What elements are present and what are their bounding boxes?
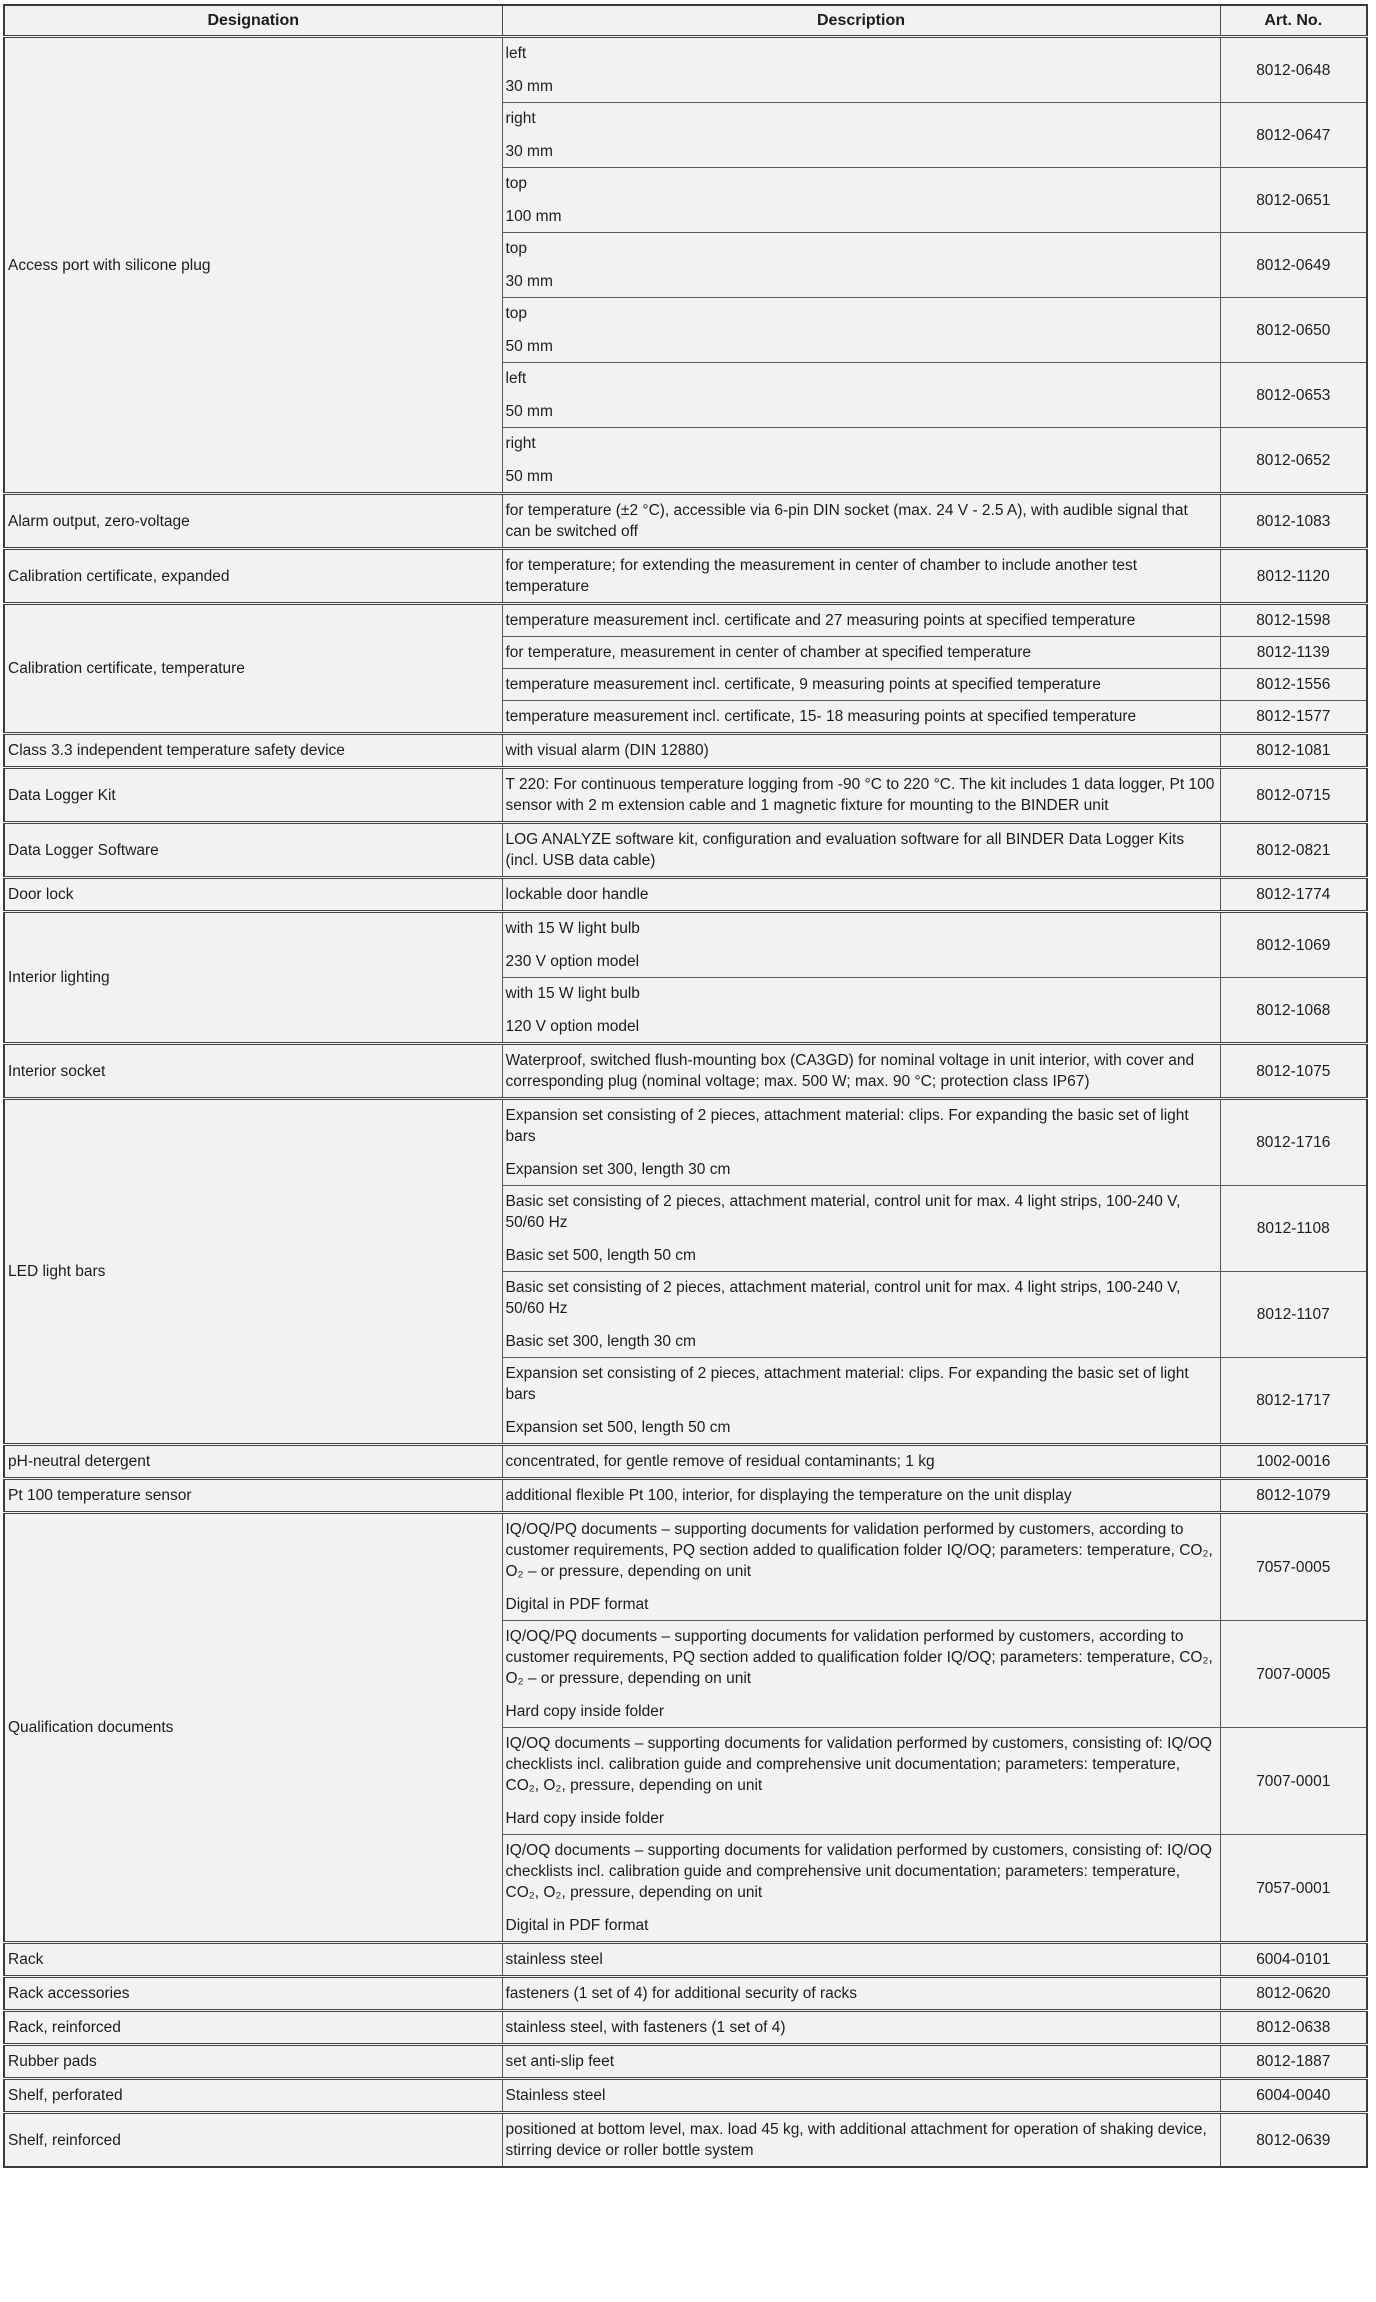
description-paragraph: for temperature, measurement in center of chamber at specified temperature xyxy=(505,644,1032,661)
art-no-cell: 8012-0620 xyxy=(1220,1977,1367,2011)
description-paragraph: top xyxy=(505,305,528,322)
description-cell xyxy=(502,1621,1220,1728)
description-paragraph: left xyxy=(505,45,527,62)
description-cell xyxy=(502,1943,1220,1977)
designation-cell: Data Logger Kit xyxy=(4,768,502,823)
description-paragraph: IQ/OQ documents – supporting documents for validation performed by customers, consisting of: IQ/OQ checklists incl. calibration guide and comprehensive unit documentation; parameters: temperature, CO₂, O₂, pressure, depending on unit xyxy=(505,1842,1212,1901)
description-cell xyxy=(502,363,1220,428)
header-designation: Designation xyxy=(4,5,502,37)
description-cell xyxy=(502,1835,1220,1943)
art-no-cell: 8012-0652 xyxy=(1220,428,1367,494)
description-cell xyxy=(502,878,1220,912)
description-cell xyxy=(502,701,1220,734)
description-paragraph: concentrated, for gentle remove of residual contaminants; 1 kg xyxy=(505,1453,935,1470)
description-paragraph: temperature measurement incl. certificate, 9 measuring points at specified temperature xyxy=(505,676,1101,693)
description-paragraph: 230 V option model xyxy=(505,953,640,970)
designation-cell: Calibration certificate, temperature xyxy=(4,604,502,734)
art-no-cell: 8012-1556 xyxy=(1220,669,1367,701)
description-paragraph: 50 mm xyxy=(505,338,553,355)
description-paragraph: right xyxy=(505,110,536,127)
description-paragraph: 50 mm xyxy=(505,468,553,485)
description-paragraph: IQ/OQ/PQ documents – supporting documents for validation performed by customers, according to customer requirements, PQ section added to qualification folder IQ/OQ; parameters: temperature, CO₂, O₂ – or pressure, depending on unit xyxy=(505,1521,1213,1580)
table-row xyxy=(4,878,1367,912)
art-no-cell: 8012-0649 xyxy=(1220,233,1367,298)
description-paragraph: set anti-slip feet xyxy=(505,2053,615,2070)
table-row xyxy=(4,1044,1367,1099)
art-no-cell: 8012-0648 xyxy=(1220,37,1367,103)
art-no-cell: 8012-1081 xyxy=(1220,734,1367,768)
description-paragraph: with 15 W light bulb xyxy=(505,985,640,1002)
art-no-cell: 8012-0715 xyxy=(1220,768,1367,823)
table-row xyxy=(4,37,1367,103)
description-paragraph: Hard copy inside folder xyxy=(505,1810,665,1827)
description-cell xyxy=(502,1099,1220,1186)
description-cell xyxy=(502,1044,1220,1099)
art-no-cell: 8012-1887 xyxy=(1220,2045,1367,2079)
table-header-row xyxy=(4,5,1367,37)
description-cell xyxy=(502,2079,1220,2113)
art-no-cell: 8012-1139 xyxy=(1220,637,1367,669)
description-paragraph: 30 mm xyxy=(505,273,553,290)
art-no-cell: 8012-0647 xyxy=(1220,103,1367,168)
description-cell xyxy=(502,1358,1220,1445)
designation-cell: Rubber pads xyxy=(4,2045,502,2079)
description-paragraph: lockable door handle xyxy=(505,886,649,903)
table-row xyxy=(4,768,1367,823)
art-no-cell: 6004-0101 xyxy=(1220,1943,1367,1977)
description-paragraph: Digital in PDF format xyxy=(505,1596,649,1613)
description-cell xyxy=(502,768,1220,823)
description-cell xyxy=(502,669,1220,701)
description-paragraph: LOG ANALYZE software kit, configuration and evaluation software for all BINDER Data Logger Kits (incl. USB data cable) xyxy=(505,831,1185,869)
description-paragraph: Expansion set consisting of 2 pieces, attachment material: clips. For expanding the basic set of light bars xyxy=(505,1107,1189,1145)
table-row xyxy=(4,494,1367,549)
designation-cell: Interior lighting xyxy=(4,912,502,1044)
description-cell xyxy=(502,1479,1220,1513)
art-no-cell: 8012-0650 xyxy=(1220,298,1367,363)
description-paragraph: 100 mm xyxy=(505,208,562,225)
art-no-cell: 8012-1083 xyxy=(1220,494,1367,549)
table-row xyxy=(4,823,1367,878)
header-art-no: Art. No. xyxy=(1220,5,1367,37)
description-cell xyxy=(502,1272,1220,1358)
designation-cell: Class 3.3 independent temperature safety device xyxy=(4,734,502,768)
art-no-cell: 7057-0005 xyxy=(1220,1513,1367,1621)
description-paragraph: temperature measurement incl. certificate and 27 measuring points at specified temperature xyxy=(505,612,1136,629)
description-paragraph: Hard copy inside folder xyxy=(505,1703,665,1720)
table-row xyxy=(4,2079,1367,2113)
art-no-cell: 8012-1079 xyxy=(1220,1479,1367,1513)
designation-cell: Access port with silicone plug xyxy=(4,37,502,494)
art-no-cell: 8012-1108 xyxy=(1220,1186,1367,1272)
art-no-cell: 7007-0001 xyxy=(1220,1728,1367,1835)
description-cell xyxy=(502,233,1220,298)
art-no-cell: 8012-1598 xyxy=(1220,604,1367,637)
designation-cell: Rack xyxy=(4,1943,502,1977)
description-paragraph: stainless steel xyxy=(505,1951,603,1968)
table-row xyxy=(4,912,1367,978)
art-no-cell: 8012-1577 xyxy=(1220,701,1367,734)
description-paragraph: IQ/OQ documents – supporting documents for validation performed by customers, consisting of: IQ/OQ checklists incl. calibration guide and comprehensive unit documentation; parameters: temperature, CO₂, O₂, pressure, depending on unit xyxy=(505,1735,1212,1794)
accessories-table xyxy=(3,4,1368,2168)
designation-cell: Alarm output, zero-voltage xyxy=(4,494,502,549)
description-cell xyxy=(502,168,1220,233)
description-cell xyxy=(502,912,1220,978)
description-cell xyxy=(502,494,1220,549)
art-no-cell: 7007-0005 xyxy=(1220,1621,1367,1728)
description-cell xyxy=(502,734,1220,768)
description-cell xyxy=(502,604,1220,637)
description-paragraph: 30 mm xyxy=(505,143,553,160)
description-paragraph: IQ/OQ/PQ documents – supporting documents for validation performed by customers, according to customer requirements, PQ section added to qualification folder IQ/OQ; parameters: temperature, CO₂, O₂ – or pressure, depending on unit xyxy=(505,1628,1213,1687)
description-paragraph: Basic set 300, length 30 cm xyxy=(505,1333,696,1350)
description-paragraph: with visual alarm (DIN 12880) xyxy=(505,742,709,759)
art-no-cell: 8012-0638 xyxy=(1220,2011,1367,2045)
table-row xyxy=(4,1099,1367,1186)
description-cell xyxy=(502,1977,1220,2011)
table-row xyxy=(4,734,1367,768)
description-paragraph: Stainless steel xyxy=(505,2087,606,2104)
table-row xyxy=(4,604,1367,637)
art-no-cell: 8012-1717 xyxy=(1220,1358,1367,1445)
table-row xyxy=(4,1479,1367,1513)
description-cell xyxy=(502,298,1220,363)
description-paragraph: Expansion set 300, length 30 cm xyxy=(505,1161,731,1178)
description-paragraph: positioned at bottom level, max. load 45 kg, with additional attachment for operation of shaking device, stirring device or roller bottle system xyxy=(505,2121,1207,2159)
description-cell xyxy=(502,103,1220,168)
designation-cell: Calibration certificate, expanded xyxy=(4,549,502,604)
art-no-cell: 8012-1716 xyxy=(1220,1099,1367,1186)
art-no-cell: 1002-0016 xyxy=(1220,1445,1367,1479)
description-cell xyxy=(502,1513,1220,1621)
description-paragraph: left xyxy=(505,370,527,387)
description-cell xyxy=(502,1186,1220,1272)
description-cell xyxy=(502,428,1220,494)
description-paragraph: additional flexible Pt 100, interior, for displaying the temperature on the unit display xyxy=(505,1487,1072,1504)
description-cell xyxy=(502,637,1220,669)
art-no-cell: 7057-0001 xyxy=(1220,1835,1367,1943)
art-no-cell: 8012-0653 xyxy=(1220,363,1367,428)
description-cell xyxy=(502,1445,1220,1479)
description-paragraph: with 15 W light bulb xyxy=(505,920,640,937)
designation-cell: Door lock xyxy=(4,878,502,912)
description-cell xyxy=(502,37,1220,103)
art-no-cell: 8012-1774 xyxy=(1220,878,1367,912)
description-paragraph: Waterproof, switched flush-mounting box (CA3GD) for nominal voltage in unit interior, with cover and corresponding plug (nominal voltage; max. 500 W; max. 90 °C; protection class IP67) xyxy=(505,1052,1195,1090)
description-paragraph: top xyxy=(505,175,528,192)
designation-cell: Shelf, perforated xyxy=(4,2079,502,2113)
table-row xyxy=(4,2113,1367,2168)
art-no-cell: 8012-0651 xyxy=(1220,168,1367,233)
description-cell xyxy=(502,823,1220,878)
designation-cell: Qualification documents xyxy=(4,1513,502,1943)
designation-cell: Data Logger Software xyxy=(4,823,502,878)
description-paragraph: temperature measurement incl. certificate, 15- 18 measuring points at specified temperature xyxy=(505,708,1137,725)
art-no-cell: 8012-1075 xyxy=(1220,1044,1367,1099)
table-row xyxy=(4,1943,1367,1977)
description-paragraph: stainless steel, with fasteners (1 set of 4) xyxy=(505,2019,786,2036)
art-no-cell: 8012-1107 xyxy=(1220,1272,1367,1358)
designation-cell: Interior socket xyxy=(4,1044,502,1099)
description-cell xyxy=(502,2045,1220,2079)
designation-cell: Pt 100 temperature sensor xyxy=(4,1479,502,1513)
description-paragraph: Basic set 500, length 50 cm xyxy=(505,1247,696,1264)
description-paragraph: Expansion set 500, length 50 cm xyxy=(505,1419,731,1436)
description-paragraph: right xyxy=(505,435,536,452)
designation-cell: Shelf, reinforced xyxy=(4,2113,502,2168)
description-paragraph: 120 V option model xyxy=(505,1018,640,1035)
art-no-cell: 8012-1069 xyxy=(1220,912,1367,978)
description-cell xyxy=(502,1728,1220,1835)
table-row xyxy=(4,2011,1367,2045)
table-row xyxy=(4,549,1367,604)
art-no-cell: 8012-1068 xyxy=(1220,978,1367,1044)
description-cell xyxy=(502,978,1220,1044)
description-paragraph: for temperature; for extending the measurement in center of chamber to include another test temperature xyxy=(505,557,1138,595)
art-no-cell: 8012-0821 xyxy=(1220,823,1367,878)
description-paragraph: for temperature (±2 °C), accessible via 6-pin DIN socket (max. 24 V - 2.5 A), with audible signal that can be switched off xyxy=(505,502,1188,540)
table-row xyxy=(4,1445,1367,1479)
description-paragraph: fasteners (1 set of 4) for additional security of racks xyxy=(505,1985,857,2002)
art-no-cell: 8012-0639 xyxy=(1220,2113,1367,2168)
description-paragraph: 30 mm xyxy=(505,78,553,95)
description-cell xyxy=(502,2113,1220,2168)
header-description: Description xyxy=(502,5,1220,37)
table-body xyxy=(4,37,1367,2168)
description-paragraph: Basic set consisting of 2 pieces, attachment material, control unit for max. 4 light strips, 100-240 V, 50/60 Hz xyxy=(505,1279,1181,1317)
designation-cell: Rack accessories xyxy=(4,1977,502,2011)
art-no-cell: 8012-1120 xyxy=(1220,549,1367,604)
table-row xyxy=(4,2045,1367,2079)
description-paragraph: 50 mm xyxy=(505,403,553,420)
description-paragraph: T 220: For continuous temperature logging from -90 °C to 220 °C. The kit includes 1 data logger, Pt 100 sensor with 2 m extension cable and 1 magnetic fixture for mounting to the BINDER unit xyxy=(505,776,1215,814)
description-cell xyxy=(502,549,1220,604)
table-row xyxy=(4,1513,1367,1621)
description-paragraph: top xyxy=(505,240,528,257)
designation-cell: LED light bars xyxy=(4,1099,502,1445)
description-paragraph: Expansion set consisting of 2 pieces, attachment material: clips. For expanding the basic set of light bars xyxy=(505,1365,1189,1403)
description-cell xyxy=(502,2011,1220,2045)
description-paragraph: Basic set consisting of 2 pieces, attachment material, control unit for max. 4 light strips, 100-240 V, 50/60 Hz xyxy=(505,1193,1181,1231)
designation-cell: pH-neutral detergent xyxy=(4,1445,502,1479)
designation-cell: Rack, reinforced xyxy=(4,2011,502,2045)
description-paragraph: Digital in PDF format xyxy=(505,1917,649,1934)
art-no-cell: 6004-0040 xyxy=(1220,2079,1367,2113)
table-row xyxy=(4,1977,1367,2011)
